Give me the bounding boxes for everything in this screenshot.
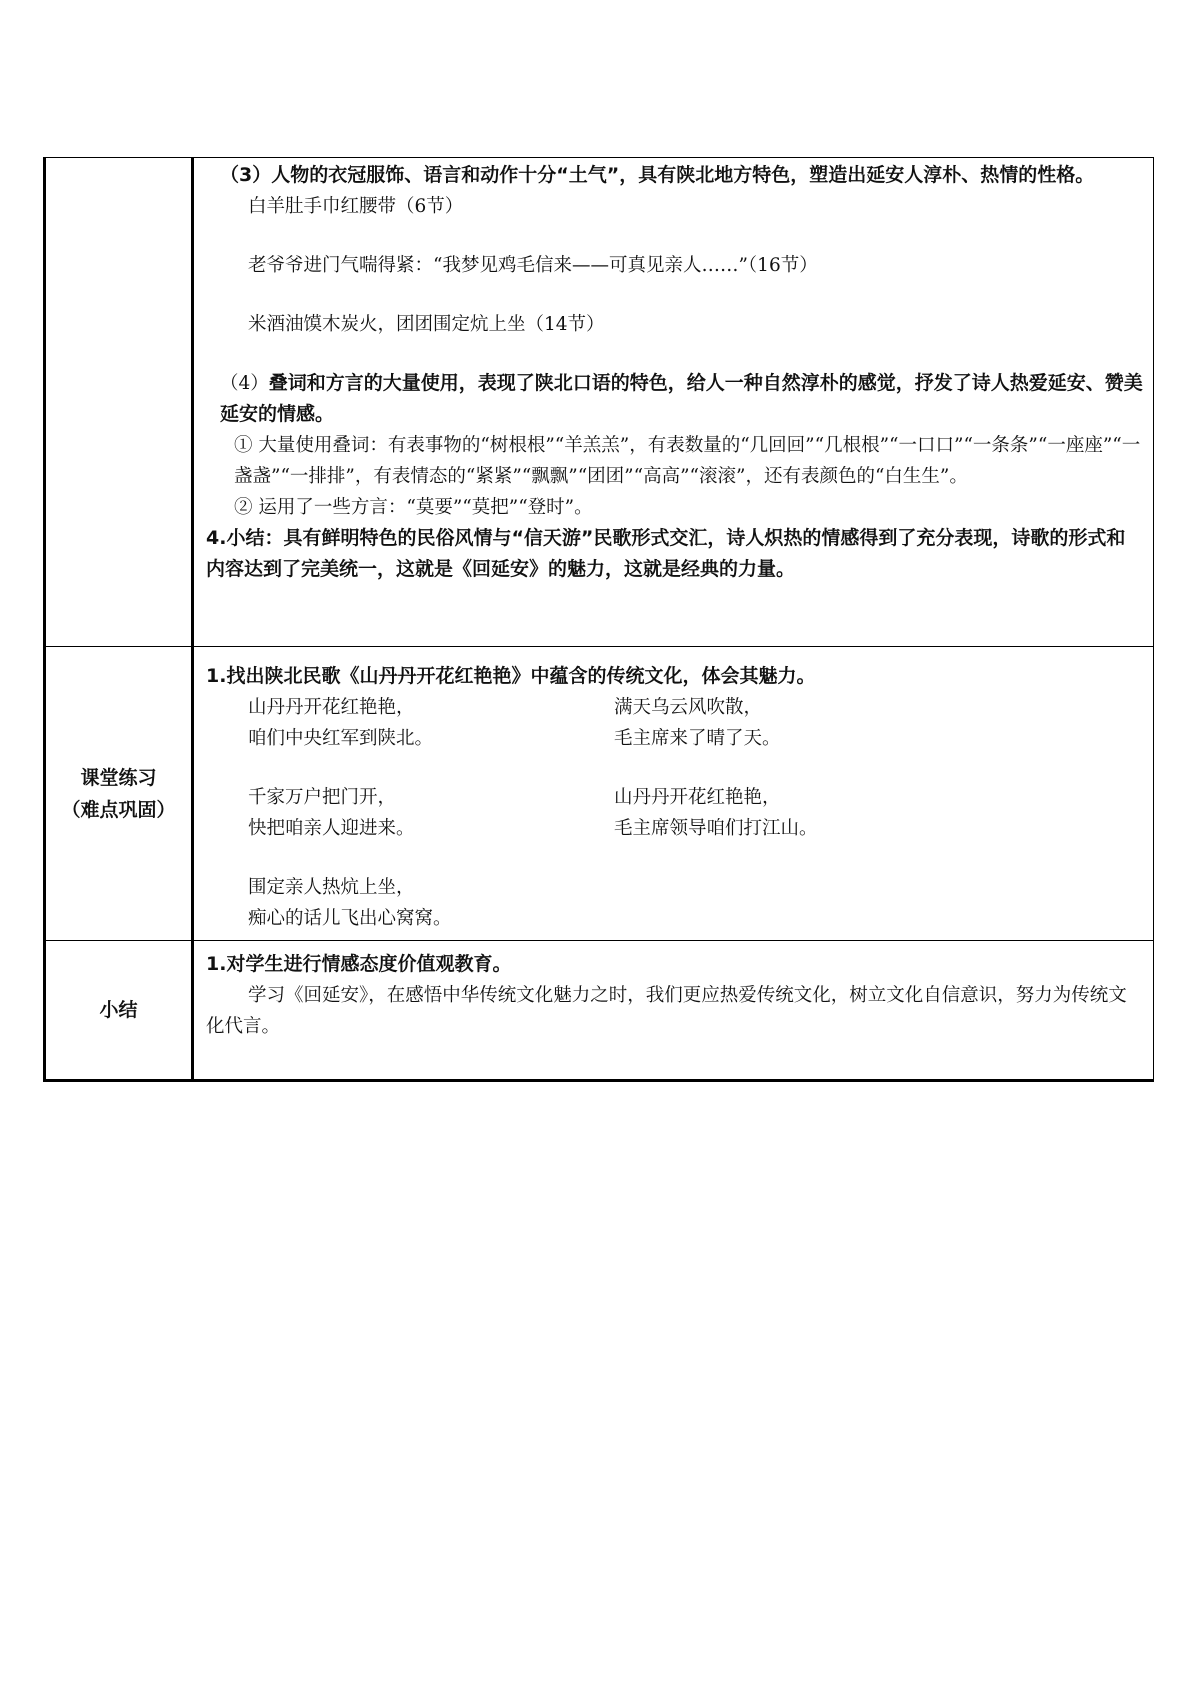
label-cell (45, 941, 193, 1081)
task: 1.对学生进行情感态度价值观教育。 (206, 953, 512, 975)
label-line: （难点巩固） (61, 798, 176, 821)
poem-line: 山丹丹开花红艳艳， (248, 697, 415, 718)
poem-line: 山丹丹开花红艳艳， (614, 787, 781, 808)
lesson-plan-table (43, 157, 1154, 1082)
heading-3: （3）人物的衣冠服饰、语言和动作十分“土气”，具有陕北地方特色，塑造出延安人淳朴、热情的性格。 (220, 164, 1095, 186)
poem-line: 毛主席领导咱们打江山。 (614, 818, 818, 839)
empty-label-cell (45, 158, 193, 647)
poem-line: 满天乌云风吹散， (614, 697, 763, 718)
poem-line: 毛主席来了晴了天。 (614, 728, 781, 749)
heading-4-prefix: （4） (220, 373, 269, 394)
content-cell (193, 647, 1154, 941)
table-row (45, 158, 1154, 647)
summary: 4.小结：具有鲜明特色的民俗风情与“信天游”民歌形式交汇，诗人炽热的情感得到了充分表现，诗歌的形式和内容达到了完美统一，这就是《回延安》的魅力，这就是经典的力量。 (206, 527, 1126, 580)
heading-4 (206, 368, 1143, 430)
poem-stanza (206, 692, 1143, 754)
example-line: 白羊肚手巾红腰带（6节） (248, 196, 464, 217)
poem-stanza (206, 782, 1143, 844)
content-cell (193, 158, 1154, 647)
content-cell (193, 941, 1154, 1081)
task: 1.找出陕北民歌《山丹丹开花红艳艳》中蕴含的传统文化，体会其魅力。 (206, 665, 816, 687)
poem-line: 围定亲人热炕上坐， (248, 877, 415, 898)
poem-line: 千家万户把门开， (248, 787, 397, 808)
point-1: ① 大量使用叠词：有表事物的“树根根”“羊羔羔”，有表数量的“几回回”“几根根”“一口口”“一条条”“一座座”“一盏盏”“一排排”，有表情态的“紧紧”“飘飘”“团团”“高高”“滚滚”，还有表颜色的“白生生”。 (234, 435, 1141, 487)
poem-line: 痴心的话儿飞出心窝窝。 (248, 908, 452, 929)
poem-stanza (206, 872, 1143, 934)
poem-line: 咱们中央红军到陕北。 (248, 728, 434, 749)
label-line: 小结 (99, 999, 138, 1021)
example-line: 老爷爷进门气喘得紧：“我梦见鸡毛信来——可真见亲人……”（16节） (248, 255, 818, 276)
label-line: 课堂练习 (80, 766, 157, 789)
table-row (45, 647, 1154, 941)
example-line: 米酒油馍木炭火，团团围定炕上坐（14节） (248, 314, 605, 335)
summary-text: 学习《回延安》，在感悟中华传统文化魅力之时，我们更应热爱传统文化，树立文化自信意识，努力为传统文化代言。 (206, 985, 1127, 1037)
label-cell (45, 647, 193, 941)
table-row (45, 941, 1154, 1081)
point-2: ② 运用了一些方言：“莫要”“莫把”“登时”。 (234, 497, 593, 518)
heading-4-text: 叠词和方言的大量使用，表现了陕北口语的特色，给人一种自然淳朴的感觉，抒发了诗人热爱延安、赞美延安的情感。 (220, 372, 1143, 425)
poem-line: 快把咱亲人迎进来。 (248, 818, 415, 839)
